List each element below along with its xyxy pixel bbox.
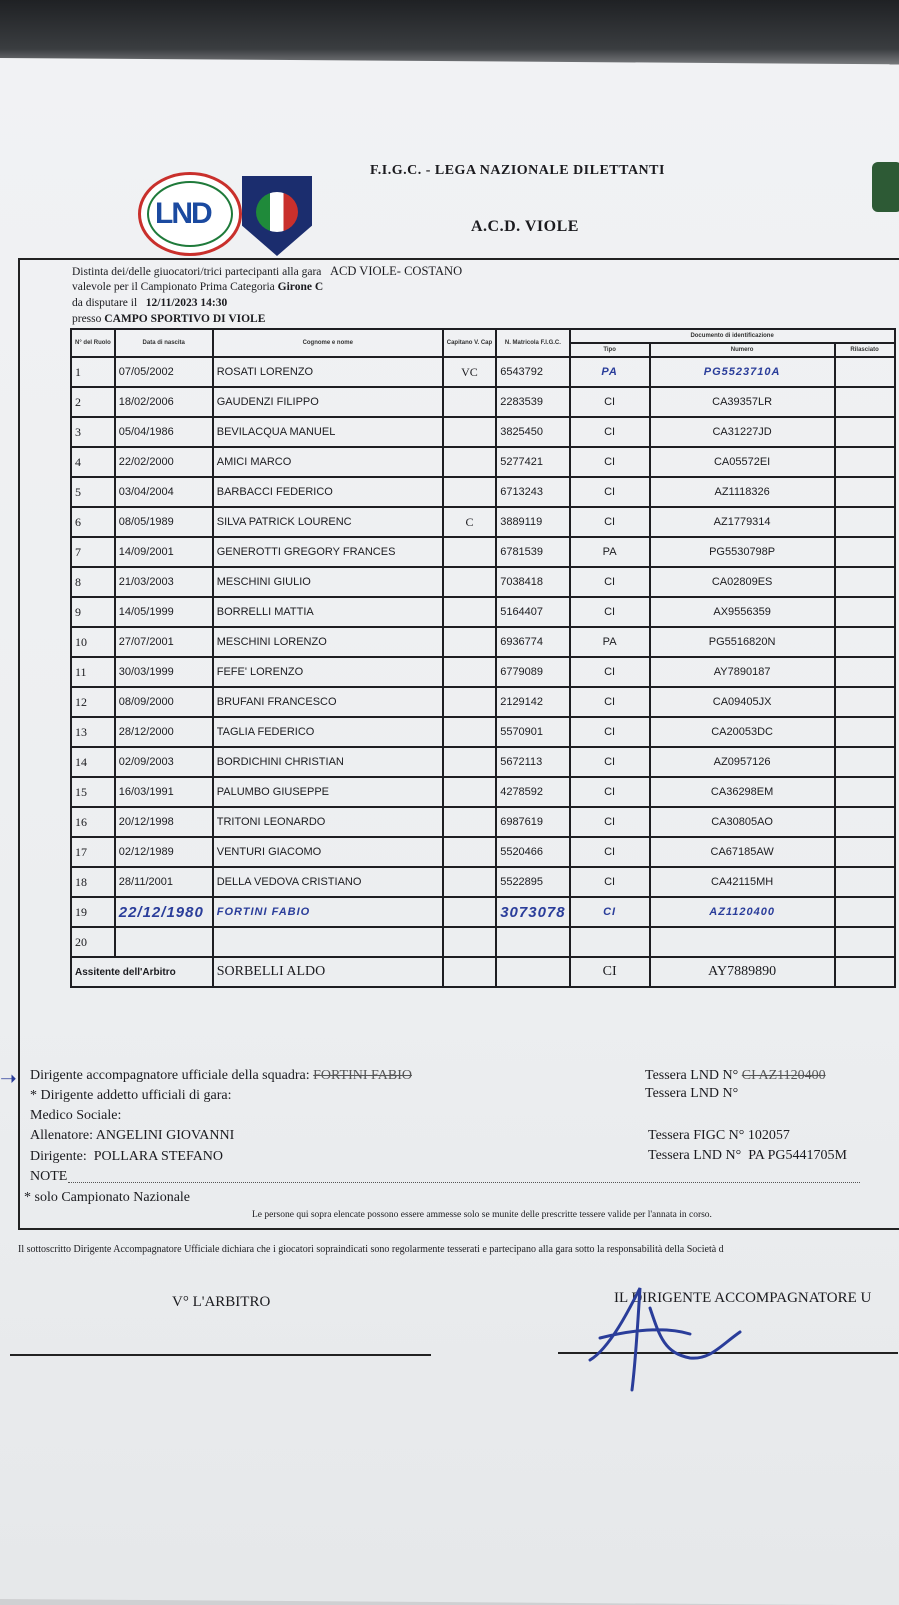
- tessera-figc: Tessera FIGC N° 102057: [648, 1128, 790, 1143]
- row-number: 12: [71, 687, 115, 717]
- issued-cell: [835, 777, 895, 807]
- doc-number: CA30805AO: [650, 807, 835, 837]
- table-row: [71, 357, 895, 387]
- club-logo-partial: [872, 162, 899, 212]
- match-line-3: da disputare il 12/11/2023 14:30: [72, 297, 228, 309]
- captain-cell: [443, 567, 496, 597]
- doc-type: CI: [570, 447, 650, 477]
- captain-cell: [443, 897, 496, 927]
- doc-type: CI: [570, 837, 650, 867]
- doc-type-handwritten: CI: [570, 897, 650, 927]
- row-number: 6: [71, 507, 115, 537]
- figc-number: 5672113: [496, 747, 569, 777]
- figc-number: 5522895: [496, 867, 569, 897]
- issued-cell: [835, 567, 895, 597]
- doc-type: CI: [570, 807, 650, 837]
- allenatore-line: Allenatore: ANGELINI GIOVANNI: [30, 1128, 235, 1143]
- issued-cell: [835, 507, 895, 537]
- col-rilasciato: Rilasciato: [835, 343, 895, 357]
- dirigente2-line: Dirigente: POLLARA STEFANO: [30, 1149, 224, 1164]
- birth-date: 28/12/2000: [115, 717, 213, 747]
- table-row: [71, 597, 895, 627]
- birth-date: 20/12/1998: [115, 807, 213, 837]
- player-name: MESCHINI LORENZO: [213, 627, 443, 657]
- birth-date: 08/09/2000: [115, 687, 213, 717]
- player-name: BRUFANI FRANCESCO: [213, 687, 443, 717]
- doc-type: CI: [570, 747, 650, 777]
- doc-type: CI: [570, 387, 650, 417]
- birth-date: 02/09/2003: [115, 747, 213, 777]
- table-row: [71, 657, 895, 687]
- table-row: [71, 717, 895, 747]
- figc-number: 6543792: [496, 357, 569, 387]
- captain-cell: [443, 717, 496, 747]
- figc-number: 5164407: [496, 597, 569, 627]
- doc-number: PG5523710A: [650, 357, 835, 387]
- doc-number: CA31227JD: [650, 417, 835, 447]
- row-number: 5: [71, 477, 115, 507]
- doc-number: CA36298EM: [650, 777, 835, 807]
- birth-date: 27/07/2001: [115, 627, 213, 657]
- issued-cell: [835, 597, 895, 627]
- lnd-logo: LND: [138, 172, 242, 256]
- assistant-doc-type: CI: [570, 957, 650, 987]
- doc-number-handwritten: AZ1120400: [650, 897, 835, 927]
- declaration: Il sottoscritto Dirigente Accompagnatore Ufficiale dichiara che i giocatori sopraindicati sono regolarmente tesserati e partecipano alla gara sotto la responsabilità della Società d: [18, 1244, 724, 1255]
- col-capitano: Capitano V. Cap: [443, 329, 496, 357]
- figc-number: 3825450: [496, 417, 569, 447]
- doc-number: AX9556359: [650, 597, 835, 627]
- assistant-row: [71, 957, 895, 987]
- doc-type: CI: [570, 777, 650, 807]
- birth-date: 21/03/2003: [115, 567, 213, 597]
- table-row: [71, 837, 895, 867]
- club-title: A.C.D. VIOLE: [471, 218, 579, 235]
- figc-number: 2283539: [496, 387, 569, 417]
- table-row: [71, 627, 895, 657]
- doc-type: CI: [570, 597, 650, 627]
- doc-number: CA67185AW: [650, 837, 835, 867]
- col-nascita: Data di nascita: [115, 329, 213, 357]
- issued-cell: [835, 747, 895, 777]
- figc-number: 7038418: [496, 567, 569, 597]
- birth-date: 22/02/2000: [115, 447, 213, 477]
- player-name: BORDICHINI CHRISTIAN: [213, 747, 443, 777]
- match-line-1: Distinta dei/delle giuocatori/trici partecipanti alla gara ACD VIOLE- COSTANO: [72, 264, 463, 278]
- issued-cell: [835, 357, 895, 387]
- note-line: [68, 1182, 860, 1183]
- issued-cell: [835, 627, 895, 657]
- doc-type: CI: [570, 687, 650, 717]
- assistant-name: SORBELLI ALDO: [213, 957, 443, 987]
- table-row-20: [71, 927, 895, 957]
- table-row: [71, 867, 895, 897]
- doc-type: CI: [570, 657, 650, 687]
- dirigente-line: Dirigente accompagnatore ufficiale della squadra: FORTINI FABIO: [30, 1068, 412, 1083]
- match-line-4: presso CAMPO SPORTIVO DI VIOLE: [72, 313, 266, 325]
- doc-type: PA: [570, 537, 650, 567]
- player-name: VENTURI GIACOMO: [213, 837, 443, 867]
- issued-cell: [835, 417, 895, 447]
- birth-date-handwritten: 22/12/1980: [115, 897, 213, 927]
- captain-cell: [443, 597, 496, 627]
- issued-cell: [835, 537, 895, 567]
- captain-cell: [443, 417, 496, 447]
- birth-date: 05/04/1986: [115, 417, 213, 447]
- row-number: 8: [71, 567, 115, 597]
- issued-cell: [835, 897, 895, 927]
- row-number: 1: [71, 357, 115, 387]
- table-row: [71, 537, 895, 567]
- player-name: BEVILACQUA MANUEL: [213, 417, 443, 447]
- issued-cell: [835, 447, 895, 477]
- doc-number: PG5516820N: [650, 627, 835, 657]
- federation-title: F.I.G.C. - LEGA NAZIONALE DILETTANTI: [370, 163, 665, 178]
- col-tipo: Tipo: [570, 343, 650, 357]
- doc-type: PA: [570, 627, 650, 657]
- issued-cell: [835, 807, 895, 837]
- col-numero: Numero: [650, 343, 835, 357]
- captain-cell: [443, 657, 496, 687]
- issued-cell: [835, 387, 895, 417]
- figc-number: 6781539: [496, 537, 569, 567]
- table-row: [71, 807, 895, 837]
- row-number: 11: [71, 657, 115, 687]
- note-label: NOTE: [30, 1169, 68, 1184]
- issued-cell: [835, 477, 895, 507]
- addetto-line: * Dirigente addetto ufficiali di gara:: [30, 1088, 232, 1103]
- row-number: 2: [71, 387, 115, 417]
- captain-cell: [443, 867, 496, 897]
- issued-cell: [835, 837, 895, 867]
- player-name: BORRELLI MATTIA: [213, 597, 443, 627]
- arbitro-signature-label: V° L'ARBITRO: [172, 1294, 271, 1310]
- row-number: 19: [71, 897, 115, 927]
- captain-cell: VC: [443, 357, 496, 387]
- table-row: [71, 507, 895, 537]
- figc-number: 6936774: [496, 627, 569, 657]
- row-number: 16: [71, 807, 115, 837]
- doc-number: CA05572EI: [650, 447, 835, 477]
- doc-number: CA20053DC: [650, 717, 835, 747]
- figc-number-handwritten: 3073078: [496, 897, 569, 927]
- assistant-label: Assitente dell'Arbitro: [71, 957, 213, 987]
- captain-cell: [443, 537, 496, 567]
- captain-cell: [443, 747, 496, 777]
- doc-number: AZ1118326: [650, 477, 835, 507]
- figc-number: 5520466: [496, 837, 569, 867]
- doc-number: AZ0957126: [650, 747, 835, 777]
- figc-number: 2129142: [496, 687, 569, 717]
- doc-type: CI: [570, 567, 650, 597]
- captain-cell: [443, 387, 496, 417]
- player-name: TRITONI LEONARDO: [213, 807, 443, 837]
- dirigente-signature-label: IL DIRIGENTE ACCOMPAGNATORE U: [614, 1290, 872, 1306]
- table-row: [71, 567, 895, 597]
- figc-number: 6779089: [496, 657, 569, 687]
- player-name: ROSATI LORENZO: [213, 357, 443, 387]
- birth-date: 08/05/1989: [115, 507, 213, 537]
- player-name: DELLA VEDOVA CRISTIANO: [213, 867, 443, 897]
- row-number: 17: [71, 837, 115, 867]
- doc-number: CA39357LR: [650, 387, 835, 417]
- birth-date: 14/09/2001: [115, 537, 213, 567]
- row-number: 3: [71, 417, 115, 447]
- solo-campionato: * solo Campionato Nazionale: [24, 1190, 191, 1205]
- player-name-handwritten: FORTINI FABIO: [213, 897, 443, 927]
- row-number: 18: [71, 867, 115, 897]
- row-number: 10: [71, 627, 115, 657]
- col-documento: Documento di identificazione: [570, 329, 895, 343]
- figc-number: 3889119: [496, 507, 569, 537]
- doc-number: AY7890187: [650, 657, 835, 687]
- player-name: PALUMBO GIUSEPPE: [213, 777, 443, 807]
- doc-number: AZ1779314: [650, 507, 835, 537]
- doc-type: CI: [570, 477, 650, 507]
- captain-cell: [443, 837, 496, 867]
- table-row: [71, 477, 895, 507]
- captain-cell: [443, 807, 496, 837]
- row-number: 9: [71, 597, 115, 627]
- table-row: [71, 447, 895, 477]
- figc-number: 6713243: [496, 477, 569, 507]
- player-name: FEFE' LORENZO: [213, 657, 443, 687]
- player-name: AMICI MARCO: [213, 447, 443, 477]
- birth-date: 07/05/2002: [115, 357, 213, 387]
- tessera-lnd-3: Tessera LND N° PA PG5441705M: [648, 1148, 847, 1163]
- birth-date: 02/12/1989: [115, 837, 213, 867]
- captain-cell: [443, 687, 496, 717]
- figc-number: 4278592: [496, 777, 569, 807]
- row-number: 4: [71, 447, 115, 477]
- birth-date: 03/04/2004: [115, 477, 213, 507]
- issued-cell: [835, 717, 895, 747]
- issued-cell: [835, 867, 895, 897]
- row-number: 14: [71, 747, 115, 777]
- figc-number: 6987619: [496, 807, 569, 837]
- col-matricola: N. Matricola F.I.G.C.: [496, 329, 569, 357]
- assistant-doc-number: AY7889890: [650, 957, 835, 987]
- doc-number: CA02809ES: [650, 567, 835, 597]
- figc-number: 5570901: [496, 717, 569, 747]
- table-row: [71, 387, 895, 417]
- player-name: TAGLIA FEDERICO: [213, 717, 443, 747]
- row-number: 15: [71, 777, 115, 807]
- medico-line: Medico Sociale:: [30, 1108, 122, 1123]
- handwritten-signature: [580, 1268, 780, 1398]
- doc-type: CI: [570, 867, 650, 897]
- table-row: [71, 417, 895, 447]
- table-row-19: [71, 897, 895, 927]
- captain-cell: C: [443, 507, 496, 537]
- players-table: [70, 328, 896, 988]
- doc-number: CA09405JX: [650, 687, 835, 717]
- doc-type: CI: [570, 417, 650, 447]
- birth-date: 14/05/1999: [115, 597, 213, 627]
- doc-type: PA: [570, 357, 650, 387]
- table-row: [71, 777, 895, 807]
- issued-cell: [835, 687, 895, 717]
- doc-type: CI: [570, 717, 650, 747]
- arbitro-signature-line: [10, 1354, 431, 1356]
- birth-date: 30/03/1999: [115, 657, 213, 687]
- player-name: SILVA PATRICK LOURENC: [213, 507, 443, 537]
- doc-type: CI: [570, 507, 650, 537]
- birth-date: 18/02/2006: [115, 387, 213, 417]
- player-name: GENEROTTI GREGORY FRANCES: [213, 537, 443, 567]
- captain-cell: [443, 627, 496, 657]
- arrow-mark: ➝: [0, 1068, 17, 1090]
- table-row: [71, 747, 895, 777]
- row-number: 20: [71, 927, 115, 957]
- captain-cell: [443, 777, 496, 807]
- birth-date: 16/03/1991: [115, 777, 213, 807]
- footnote: Le persone qui sopra elencate possono essere ammesse solo se munite delle prescritte tessere valide per l'annata in corso.: [252, 1210, 712, 1220]
- player-name: MESCHINI GIULIO: [213, 567, 443, 597]
- tessera-lnd-2: Tessera LND N°: [645, 1086, 739, 1101]
- captain-cell: [443, 447, 496, 477]
- figc-number: 5277421: [496, 447, 569, 477]
- table-row: [71, 687, 895, 717]
- player-name: GAUDENZI FILIPPO: [213, 387, 443, 417]
- col-nome: Cognome e nome: [213, 329, 443, 357]
- row-number: 13: [71, 717, 115, 747]
- doc-number: CA42115MH: [650, 867, 835, 897]
- row-number: 7: [71, 537, 115, 567]
- captain-cell: [443, 477, 496, 507]
- col-ruolo: N° del Ruolo: [71, 329, 115, 357]
- match-line-2: valevole per il Campionato Prima Categoria Girone C: [72, 281, 324, 293]
- tessera-lnd-1: Tessera LND N° CI AZ1120400: [645, 1068, 826, 1083]
- birth-date: 28/11/2001: [115, 867, 213, 897]
- issued-cell: [835, 657, 895, 687]
- doc-number: PG5530798P: [650, 537, 835, 567]
- player-name: BARBACCI FEDERICO: [213, 477, 443, 507]
